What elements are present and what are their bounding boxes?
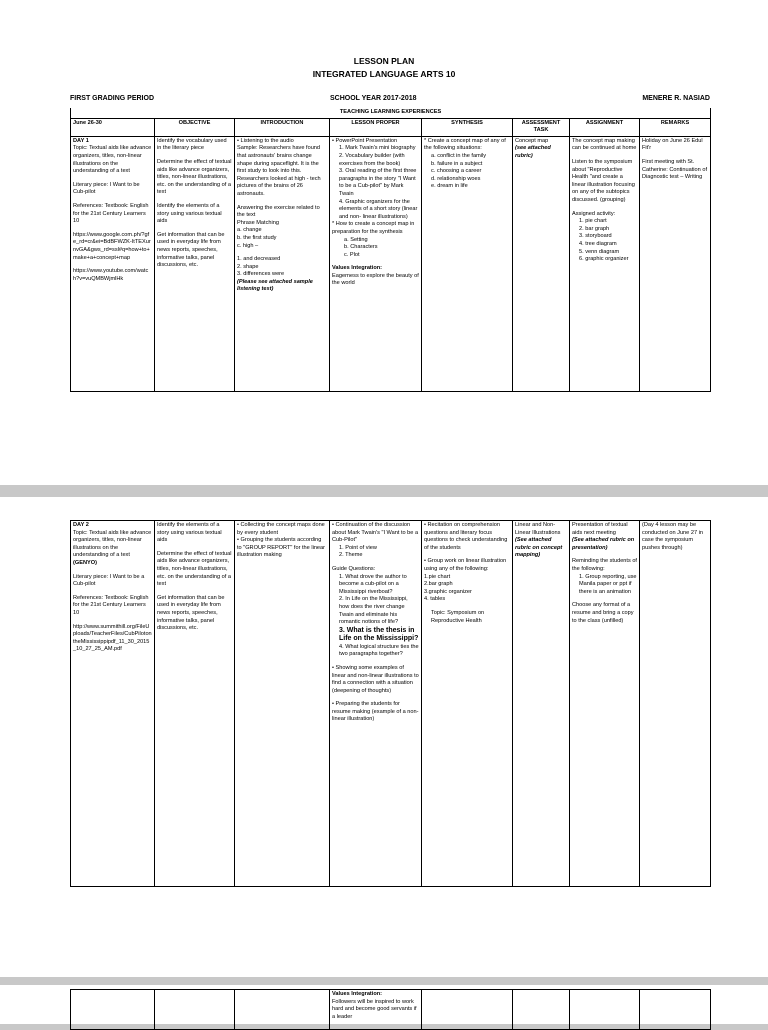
lesson-bullet: • Continuation of the discussion about Mark Twain's "I Want to be a Cub-Pilot" (332, 522, 419, 545)
page-1 (0, 0, 768, 485)
group-header: TEACHING LEARNING EXPERIENCES (71, 108, 711, 118)
day2-introduction-cell (235, 521, 330, 887)
day-label: DAY 2 (73, 522, 89, 528)
day2-topic-cell (71, 521, 155, 887)
literary-piece: Literary piece: I Want to be a Cub-pilot (73, 573, 145, 588)
col-assessment: ASSESSMENT TASK (513, 118, 570, 136)
intro-text: 3. differences were (237, 271, 285, 278)
intro-text: 1. and decreased (237, 256, 281, 263)
assessment-text: Concept map (515, 137, 549, 144)
guide-questions-title: Guide Questions: (332, 565, 376, 572)
lesson-item: 1. What drove the author to become a cub-pilot on a Mississippi riverboat? (339, 573, 407, 595)
lesson-bullet: • PowerPoint Presentation (332, 138, 419, 146)
day1-topic-cell (71, 136, 155, 391)
day2-assessment-cell (513, 521, 570, 887)
assignment-item: 6. graphic organizer (579, 256, 629, 263)
lesson-item: a. Setting (344, 236, 368, 243)
school-year: SCHOOL YEAR 2017-2018 (330, 95, 417, 102)
genyo-label: (GENYO) (73, 559, 97, 566)
day1-introduction-cell (235, 136, 330, 391)
objective-item: Get information that can be used in everyday life from news reports, speeches, informative talks, panel discussions, etc. (157, 594, 225, 632)
lesson-item: 1. Mark Twain's mini biography (339, 145, 416, 152)
lesson-item: 4. Graphic organizers for the elements of a short story (linear and non- linear illustrations) (339, 198, 418, 220)
day2-remarks-cell (640, 521, 711, 887)
page-2 (0, 497, 768, 977)
references: References: Textbook: English for the 21st Century Learners 10 (73, 594, 149, 616)
lesson-table-day1 (70, 108, 711, 392)
objective-item: Identify the elements of a story using various textual aids (157, 522, 222, 544)
values-text: Followers will be inspired to work hard and become good servants if a leader (332, 998, 417, 1020)
synthesis-item: e. dream in life (431, 183, 468, 190)
topic-text: Topic: Textual aids like advance organizers, titles, non-linear illustrations on the understanding of a text (73, 529, 152, 559)
objective-item: Identify the elements of a story using various textual aids (157, 202, 222, 225)
lesson-table-day2 (70, 520, 711, 887)
objective-item: Determine the effect of textual aids like advance organizers, titles, non-linear illustrations, etc. on the understanding of a text (157, 550, 232, 588)
intro-text: a. change (237, 227, 262, 234)
day2-assignment-cell (570, 521, 640, 887)
col-assignment: ASSIGNMENT (570, 118, 640, 136)
intro-text: Phrase Matching (237, 219, 279, 226)
intro-text: c. high – (237, 242, 259, 249)
col-synthesis: SYNTHESIS (422, 118, 513, 136)
day1-assignment-cell (570, 136, 640, 391)
assignment-text: Assigned activity: (572, 210, 616, 217)
synthesis-item: d. relationship woes (431, 175, 481, 182)
remarks-text: Holiday on June 26 Edul Fit'r (642, 137, 703, 152)
assessment-note: (See attached rubric on concept mapping) (515, 537, 563, 559)
lesson-item: * How to create a concept map in preparation for the synthesis (332, 221, 415, 235)
assignment-text: Listen to the symposium about "Reproductive Health "and create a linear illustration focusing on any of the subtopics discussed. (grouping) (572, 158, 635, 203)
synthesis-item: c. choosing a career (431, 168, 482, 175)
lesson-item: 2. Vocabulary builder (with exercises from the book) (339, 152, 405, 167)
lesson-item: 2. Theme (339, 552, 363, 559)
day1-remarks-cell (640, 136, 711, 391)
intro-note: (Please see attached sample listening test) (237, 278, 313, 293)
synthesis-item: 3.graphic organizer (424, 588, 472, 595)
intro-text: b. the first study (237, 234, 277, 241)
assignment-text: Choose any format of a resume and bring a copy to the class (unfilled) (572, 602, 634, 624)
col-remarks: REMARKS (640, 118, 711, 136)
assignment-item: 3. storyboard (579, 233, 612, 240)
assignment-item: 1. Group reporting, use Manila paper or ppt if there is an animation (579, 573, 637, 595)
intro-bullet: • Listening to the audio (237, 138, 327, 146)
lesson-item: 3. Oral reading of the first three paragraphs in the story "I Want to be a Cub-pilot" by Mark Twain (339, 168, 417, 197)
synthesis-item: b. failure in a subject (431, 160, 483, 167)
teacher-name: MENERE R. NASIAD (642, 95, 710, 102)
objective-item: Determine the effect of textual aids like advance organizers, titles, non-linear illustrations, etc. on the understanding of a text (157, 158, 232, 196)
synthesis-item: 2.bar graph (424, 581, 453, 588)
day2-synthesis-cell (422, 521, 513, 887)
values-text: Eagerness to explore the beauty of the world (332, 272, 419, 287)
intro-bullet: • Collecting the concept maps done by every student (237, 522, 327, 537)
page-3 (0, 985, 768, 1024)
reference-link[interactable]: https://www.youtube.com/watch?v=vuQMBWjmlHk (73, 268, 149, 282)
assignment-item: 4. tree diagram (579, 240, 617, 247)
remarks-text: First meeting with St. Catherine: Continuation of Diagnostic test – Writing (642, 158, 707, 181)
literary-piece: Literary piece: I Want to be Cub-pilot (73, 181, 140, 196)
lesson-item: 4. What logical structure ties the two paragraphs together? (339, 643, 419, 658)
assignment-item: 2. bar graph (579, 225, 610, 232)
lesson-item: 1. Point of view (339, 544, 377, 551)
intro-text: Answering the exercise related to the text (237, 204, 320, 219)
objective-item: Get information that can be used in everyday life from news reports, speeches, informative talks, panel discussions, etc. (157, 231, 225, 269)
synthesis-text: * Create a concept map of any of the following situations: (424, 137, 506, 152)
lesson-plan-title: LESSON PLAN (353, 56, 415, 66)
values-title: Values Integration: (332, 265, 383, 272)
lesson-bullet: • Showing some examples of linear and non-linear illustrations to find a connection with a situation (deepening of thoughts) (332, 665, 419, 695)
assessment-note: (see attached rubric) (515, 145, 551, 159)
day1-row (71, 136, 711, 391)
col-date: June 26-30 (71, 118, 155, 136)
col-introduction: INTRODUCTION (235, 118, 330, 136)
grading-period: FIRST GRADING PERIOD (70, 95, 155, 102)
day2-lesson-cell (330, 521, 422, 887)
topic-text: Topic: Textual aids like advance organizers, titles, non-linear illustrations on the understanding of a text (73, 145, 152, 175)
assignment-item: 5. venn diagram (579, 248, 620, 255)
assignment-text: The concept map making can be continued at home (572, 137, 637, 152)
lesson-item: 3. What is the thesis in Life on the Mississippi? (339, 626, 419, 643)
day-label: DAY 1 (73, 137, 89, 144)
reference-link[interactable]: https://www.google.com.ph/?gfe_rd=cr&ei=BdBFWZK-ItTEXurnvGA&gws_rd=ssl#q=how+to+make+a+concept+map (73, 231, 151, 261)
assignment-item: 1. pie chart (579, 218, 607, 225)
col-objective: OBJECTIVE (155, 118, 235, 136)
day1-assessment-cell (513, 136, 570, 391)
day2-row (71, 521, 711, 887)
lesson-item: 2. In Life on the Mississippi, how does the river change Twain and eliminate his romantic notions of life? (339, 596, 408, 626)
col-lesson-proper: LESSON PROPER (330, 118, 422, 136)
assignment-note: (See attached rubric on presentation) (572, 537, 635, 551)
synthesis-item: 4. tables (424, 596, 446, 603)
day1-objective-cell (155, 136, 235, 391)
synthesis-item: a. conflict in the family (431, 152, 487, 159)
assessment-text: Linear and Non-Linear Illustrations (515, 522, 561, 536)
references: References: Textbook: English for the 21st Century Learners 10 (73, 202, 149, 225)
lesson-item: c. Plot (344, 251, 360, 258)
day1-synthesis-cell (422, 136, 513, 391)
subject-title: INTEGRATED LANGUAGE ARTS 10 (312, 69, 456, 79)
assignment-text: Reminding the students of the following: (572, 558, 637, 572)
lesson-item: b. Characters (344, 244, 378, 251)
intro-text: Sample: Researchers have found that astronauts' brains change shape during spaceflight. It is the first study to look into this. Researchers looked at high - tech pictures of the brains of 26 astronauts. (237, 145, 321, 197)
assignment-text: Presentation of textual aids next meeting (572, 522, 628, 536)
synthesis-bullet: • Recitation on comprehension questions and literary focus questions to check understanding of the students (424, 522, 510, 552)
synthesis-item: 1.pie chart (424, 573, 451, 580)
day1-lesson-cell (330, 136, 422, 391)
intro-text: 2. shape (237, 263, 259, 270)
intro-bullet: • Grouping the students according to "GROUP REPORT" for the linear illustration making (237, 537, 327, 560)
synthesis-topic: Topic: Symposium on Reproductive Health (431, 609, 485, 624)
values-title: Values Integration: (332, 991, 383, 997)
day2-objective-cell (155, 521, 235, 887)
remarks-text: (Day 4 lesson may be conducted on June 27 in case the symposium pushes through) (642, 522, 703, 551)
reference-link[interactable]: http://www.summithill.org/FileUploads/TeacherFiles/CubPilotontheMississippipdf_11_30_2015_10_27_25_AM.pdf (73, 623, 152, 653)
objective-item: Identify the vocabulary used in the literary piece (157, 137, 227, 152)
synthesis-bullet: • Group work on linear illustration using any of the following: (424, 558, 510, 573)
column-headers (71, 118, 711, 136)
lesson-bullet: • Preparing the students for resume making (example of a non-linear illustration) (332, 701, 419, 724)
